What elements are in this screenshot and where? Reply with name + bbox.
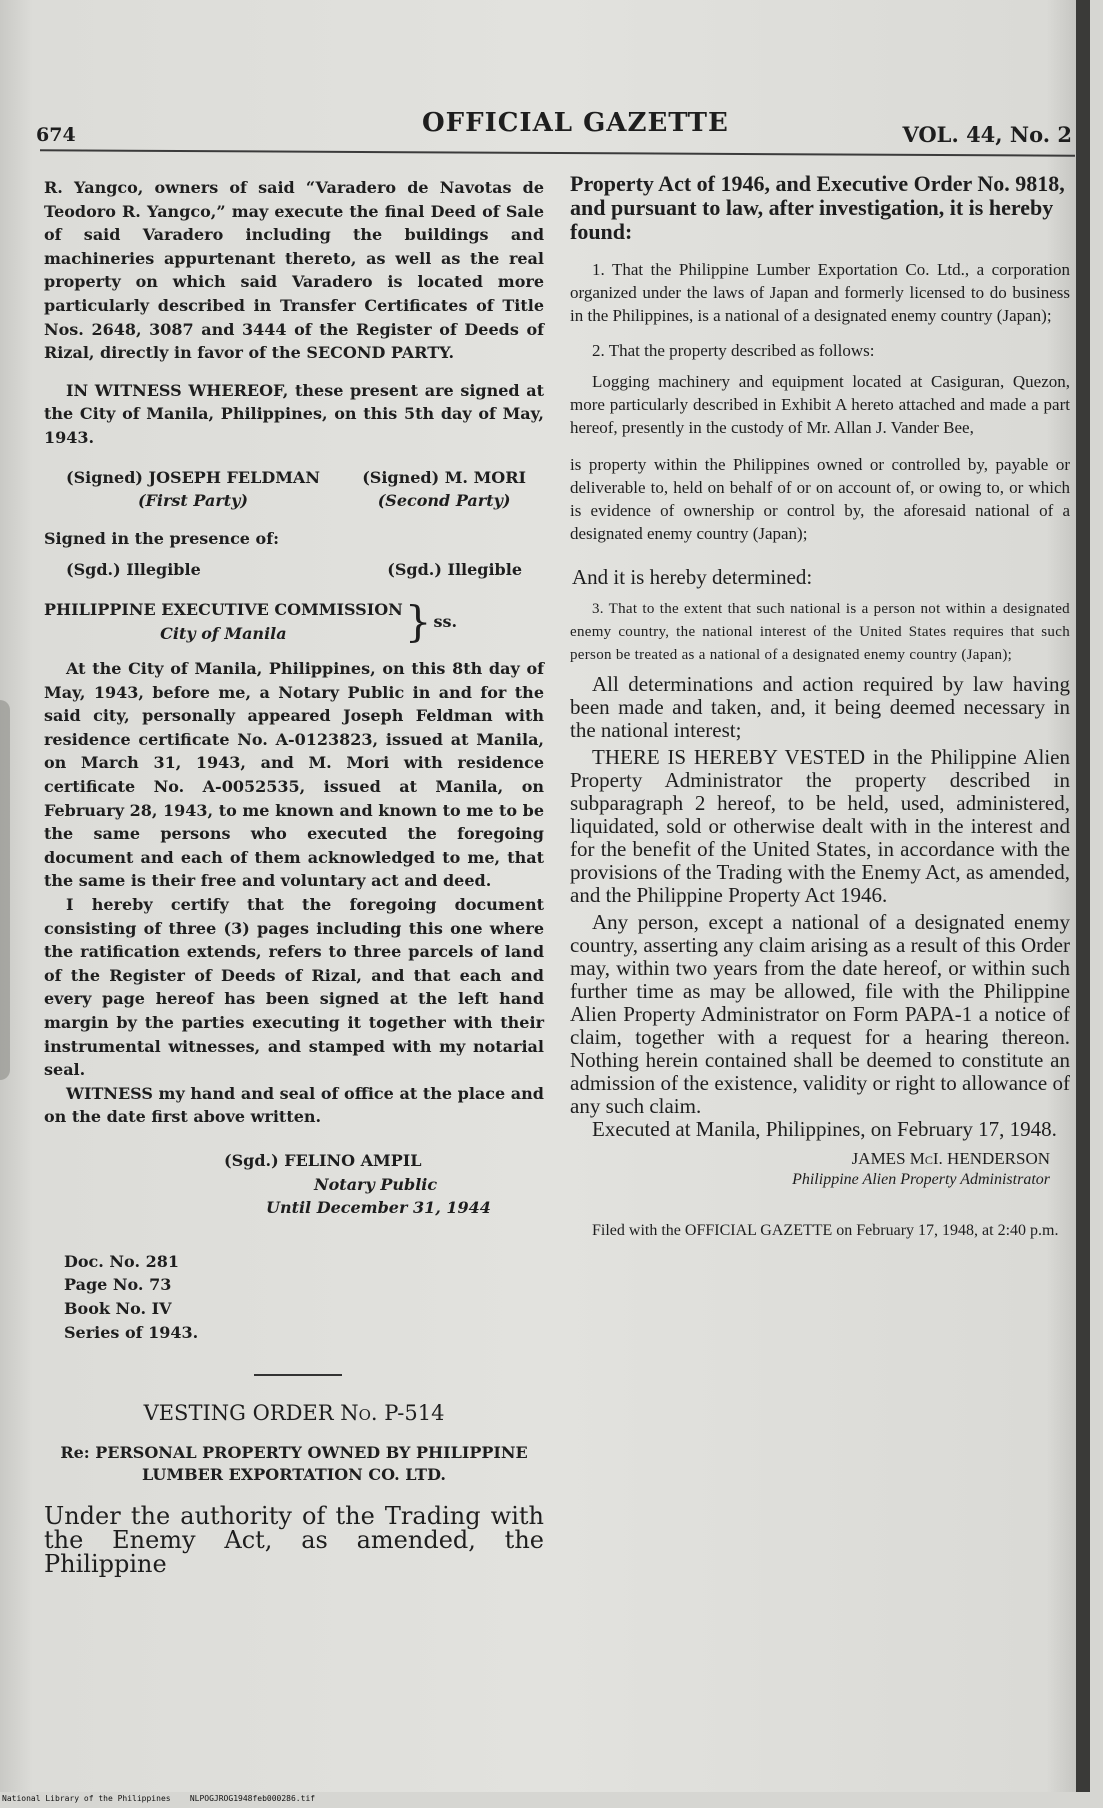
document-registry — [64, 1250, 544, 1344]
witness-hand-text: my hand and seal of office at the place and on the date first above written. — [44, 1083, 544, 1127]
witness-signature-1: (Sgd.) Illegible — [66, 560, 201, 580]
first-party-signature — [66, 466, 320, 513]
binding-shadow — [0, 700, 10, 1080]
volume-number: VOL. 44, No. 2 — [902, 122, 1072, 147]
filing-publication: OFFICIAL GAZETTE — [684, 1222, 833, 1239]
filing-note — [570, 1219, 1070, 1243]
notary-signature — [224, 1149, 544, 1220]
acknowledgment-paragraph: At the City of Manila, Philippines, on this 8th day of May, 1943, before me, a Notary Public in and for the said city, personally appeared Joseph Feldman with residence certificate No. A-0123823, issued at Manila, on March 31, 1943, and M. Mori with residence certificate No. A-0052535, issued at Manila, on February 28, 1943, to me known and known to me to be the same persons who executed the foregoing document and each of them acknowledged to me, that the same is their free and voluntary act and deed. — [44, 659, 544, 891]
publication-title: OFFICIAL GAZETTE — [422, 108, 729, 138]
property-status: is property within the Philippines owned or controlled by, payable or deliverable to, held on behalf of or on account of, or owing to, or which is evidence of ownership or control by, the aforesaid national of a designated enemy country (Japan); — [570, 455, 1070, 543]
first-party-role: (First Party) — [137, 491, 248, 511]
second-party-signature — [362, 466, 526, 513]
venue-city: City of Manila — [160, 623, 287, 643]
property-description: Logging machinery and equipment located at Casiguran, Quezon, more particularly described in Exhibit A hereto attached and made a part hereof, presently in the custody of Mr. Allan J. Vander Bee, — [570, 372, 1070, 437]
administrator-signature — [570, 1149, 1070, 1189]
administrator-title: Philippine Alien Property Administrator — [792, 1171, 1050, 1188]
determinations-paragraph: All determinations and action required by law having been made and taken, and, it being deemed necessary in the national interest; — [570, 672, 1070, 742]
vesting-text: in the Philippine Alien Property Administrator the property described in subparagraph 2 hereof, to be held, used, administered, liquidated, sold or otherwise dealt with in the interest and for the benefit of the United States, in accordance with the provisions of the Trading with the Enemy Act, as amended, and the Philippine Property Act 1946. — [570, 745, 1070, 907]
witness-hand-paragraph — [44, 1082, 544, 1129]
vesting-lead: THERE IS HEREBY VESTED — [592, 745, 866, 769]
witness-lead: IN WITNESS WHEREOF, — [66, 380, 289, 400]
vesting-order-title: VESTING ORDER No. P-514 — [143, 1401, 445, 1426]
claims-paragraph: Any person, except a national of a designated enemy country, asserting any claim arising as a result of this Order may, within two years from the date hereof, or within such further time as may be allowed, file with the Philippine Alien Property Administrator on Form PAPA-1 a notice of claim, together with a request for a hearing thereon. Nothing herein contained shall be deemed to constitute an admission of the existence, validity or right to allowance of any such claim. — [570, 910, 1070, 1118]
series-year: Series of 1943. — [64, 1322, 199, 1342]
commission-name: PHILIPPINE EXECUTIVE COMMISSION — [44, 599, 403, 619]
page-number: 674 — [36, 124, 76, 146]
notary-title: Notary Public — [314, 1174, 438, 1194]
scan-filename: NLPOGJROG1948feb000286.tif — [189, 1794, 316, 1803]
intro-continuation: Property Act of 1946, and Executive Order No. 9818, and pursuant to law, after investigation, it is hereby found: — [570, 171, 1065, 244]
page-edge-shadow — [1076, 0, 1090, 1792]
first-party-name: (Signed) JOSEPH FELDMAN — [66, 467, 320, 487]
book-number: Book No. IV — [64, 1298, 172, 1318]
venue-block — [44, 598, 544, 645]
right-column — [570, 172, 1070, 1243]
page-number-registry: Page No. 73 — [64, 1275, 172, 1295]
notary-name: (Sgd.) FELINO AMPIL — [224, 1150, 422, 1170]
party-signatures — [66, 466, 544, 513]
ss-mark: ss. — [433, 611, 458, 631]
notary-commission-expiry: Until December 31, 1944 — [266, 1198, 491, 1218]
library-credit: National Library of the Philippines — [2, 1794, 171, 1803]
header-rule — [40, 149, 1075, 156]
vesting-order-intro: Under the authority of the Trading with the Enemy Act, as amended, the Philippine — [44, 1501, 544, 1578]
certification-paragraph: I hereby certify that the foregoing document consisting of three (3) pages including this one where the ratification extends, refers to three parcels of land of the Register of Deeds of Rizal, and that each and every page hereof has been signed at the left hand margin by the parties executing it together with their instrumental witnesses, and stamped with my notarial seal. — [44, 895, 544, 1080]
page-header — [36, 100, 1072, 147]
determination-3: 3. That to the extent that such national is a person not within a designated enemy country, the national interest of the United States requires that such person be treated as a national of a designated enemy country (Japan); — [570, 601, 1070, 663]
second-party-name: (Signed) M. MORI — [362, 467, 526, 487]
witness-text: these present are signed at the City of Manila, Philippines, on this 5th day of May, 1943. — [44, 380, 545, 447]
deed-paragraph: R. Yangco, owners of said “Varadero de Navotas de Teodoro R. Yangco,” may execute the final Deed of Sale of said Varadero including the buildings and machineries appurtenant thereto, as well as the real property on which said Varadero is located more particularly described in Transfer Certificates of Title Nos. 2648, 3087 and 3444 of the Register of Deeds of Rizal, directly in favor of the SECOND PARTY. — [44, 178, 544, 363]
venue-lines — [44, 598, 403, 645]
presence-line: Signed in the presence of: — [44, 528, 280, 548]
finding-1: 1. That the Philippine Lumber Exportation Co. Ltd., a corporation organized under the laws of Japan and formerly licensed to do business in the Philippines, is a national of a designated enemy country (Japan); — [570, 260, 1070, 325]
filing-date: on February 17, 1948, at 2:40 p.m. — [832, 1222, 1059, 1239]
vesting-paragraph — [570, 746, 1070, 907]
scan-footer — [2, 1794, 315, 1803]
vesting-order-subject: Re: PERSONAL PROPERTY OWNED BY PHILIPPINE LUMBER EXPORTATION CO. LTD. — [60, 1442, 528, 1484]
witness-paragraph — [44, 379, 544, 450]
brace-icon: } — [404, 596, 432, 646]
witness-hand-lead: WITNESS — [66, 1083, 153, 1103]
determination-heading: And it is hereby determined: — [572, 565, 813, 589]
execution-line: Executed at Manila, Philippines, on February 17, 1948. — [592, 1117, 1057, 1141]
finding-2: 2. That the property described as follows: — [592, 341, 875, 360]
administrator-name: JAMES McI. HENDERSON — [851, 1149, 1050, 1168]
witness-signatures — [66, 558, 522, 582]
section-divider — [254, 1374, 342, 1376]
doc-number: Doc. No. 281 — [64, 1251, 179, 1271]
second-party-role: (Second Party) — [377, 491, 511, 511]
witness-signature-2: (Sgd.) Illegible — [387, 560, 522, 580]
left-column — [44, 176, 544, 1576]
filing-text: Filed with the — [592, 1222, 685, 1239]
